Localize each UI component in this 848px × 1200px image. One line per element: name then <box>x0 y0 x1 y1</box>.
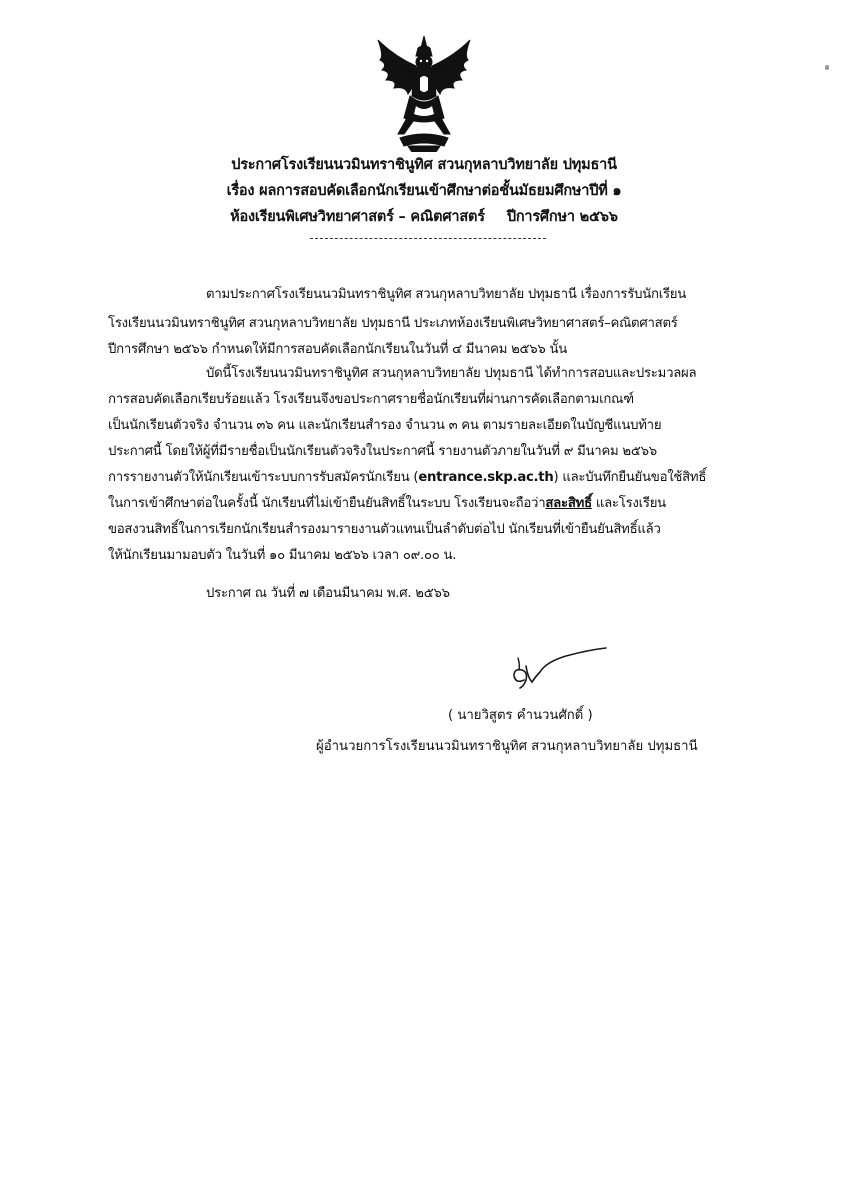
header-line-program <box>0 204 848 230</box>
registration-url[interactable]: entrance.skp.ac.th <box>418 470 554 485</box>
signatory-title: ผู้อำนวยการโรงเรียนนวมินทราชินูทิศ สวนกุหลาบวิทยาลัย ปทุมธานี <box>316 739 698 754</box>
program-name: ห้องเรียนพิเศษวิทยาศาสตร์ – คณิตศาสตร์ <box>230 209 485 225</box>
paragraph-2-line-5 <box>108 466 706 490</box>
paragraph-1-line-3: ปีการศึกษา ๒๕๖๖ กำหนดให้มีการสอบคัดเลือกนักเรียนในวันที่ ๔ มีนาคม ๒๕๖๖ นั้น <box>108 342 567 357</box>
paragraph-1-line-1: ตามประกาศโรงเรียนนวมินทราชินูทิศ สวนกุหลาบวิทยาลัย ปทุมธานี เรื่องการรับนักเรียน <box>206 287 687 302</box>
header-line-subject: เรื่อง ผลการสอบคัดเลือกนักเรียนเข้าศึกษาต่อชั้นมัธยมศึกษาปีที่ ๑ <box>226 183 622 199</box>
paragraph-2-line-6 <box>108 492 666 516</box>
header-divider <box>310 238 546 239</box>
paragraph-2-line-4: ประกาศนี้ โดยให้ผู้ที่มีรายชื่อเป็นนักเรียนตัวจริงในประกาศนี้ รายงานตัวภายในวันที่ ๙ มีนาคม ๒๕๖๖ <box>108 444 657 459</box>
signatory-name: ( นายวิสูตร คำนวนศักดิ์ ) <box>448 708 593 723</box>
garuda-emblem-icon <box>374 34 474 152</box>
registration-text-end: ) และบันทึกยืนยันขอใช้สิทธิ์ <box>553 470 707 485</box>
paragraph-2-line-3: เป็นนักเรียนตัวจริง จำนวน ๓๖ คน และนักเรียนสำรอง จำนวน ๓ คน ตามรายละเอียดในบัญชีแนบท้าย <box>108 418 662 433</box>
registration-text: การรายงานตัวให้นักเรียนเข้าระบบการรับสมัครนักเรียน ( <box>108 470 419 485</box>
academic-year: ปีการศึกษา ๒๕๖๖ <box>506 209 618 225</box>
header-line-school: ประกาศโรงเรียนนวมินทราชินูทิศ สวนกุหลาบวิทยาลัย ปทุมธานี <box>231 157 617 173</box>
forfeit-emphasis: สละสิทธิ์ <box>545 496 592 511</box>
handwritten-signature <box>506 640 618 696</box>
paragraph-2-line-8: ให้นักเรียนมามอบตัว ในวันที่ ๑๐ มีนาคม ๒๕๖๖ เวลา ๐๙.๐๐ น. <box>108 548 457 563</box>
scan-speck <box>825 65 829 70</box>
paragraph-1-line-2: โรงเรียนนวมินทราชินูทิศ สวนกุหลาบวิทยาลัย ปทุมธานี ประเภทห้องเรียนพิเศษวิทยาศาสตร์–คณิตศาสตร์ <box>108 316 678 331</box>
forfeit-text-end: และโรงเรียน <box>591 496 666 511</box>
forfeit-text: ในการเข้าศึกษาต่อในครั้งนี้ นักเรียนที่ไม่เข้ายืนยันสิทธิ์ในระบบ โรงเรียนจะถือว่า <box>108 496 546 511</box>
announce-date: ประกาศ ณ วันที่ ๗ เดือนมีนาคม พ.ศ. ๒๕๖๖ <box>206 586 450 601</box>
paragraph-2-line-7: ขอสงวนสิทธิ์ในการเรียกนักเรียนสำรองมารายงานตัวแทนเป็นลำดับต่อไป นักเรียนที่เข้ายืนยันสิทธิ์แล้ว <box>108 522 661 537</box>
paragraph-2-line-2: การสอบคัดเลือกเรียบร้อยแล้ว โรงเรียนจึงขอประกาศรายชื่อนักเรียนที่ผ่านการคัดเลือกตามเกณฑ์ <box>108 392 634 407</box>
paragraph-2-line-1: บัดนี้โรงเรียนนวมินทราชินูทิศ สวนกุหลาบวิทยาลัย ปทุมธานี ได้ทำการสอบและประมวลผล <box>206 366 697 381</box>
